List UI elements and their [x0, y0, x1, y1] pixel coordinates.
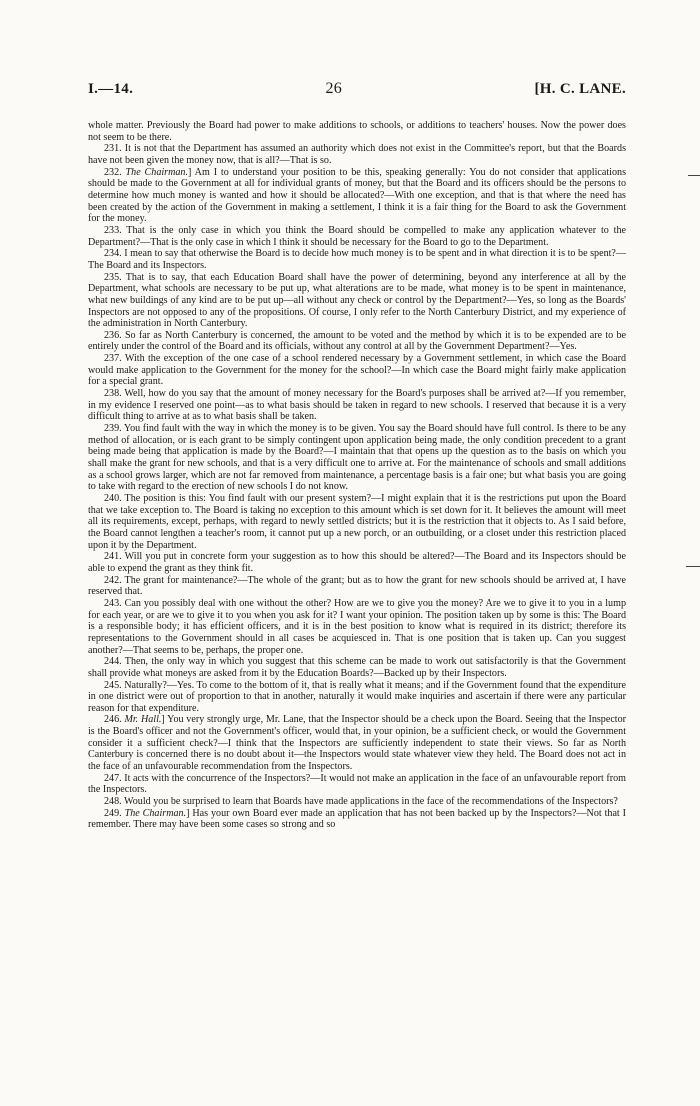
- witness-name: [H. C. LANE.: [534, 81, 626, 97]
- paper-reference: I.—14.: [88, 81, 134, 97]
- paragraph: 243. Can you possibly deal with one without the other? How are we to give you the money? Are we to give it to you in a lump for each year, or are we to give it to you when you ask for it? I want your opinion. The position taken up by some is this: The Board is a responsible body; it has efficient officers, and it is in the best position to know what is required in its district; therefore its representations to the Government should in all cases be acquiesced in. That is one position that is taken up. Can you suggest another?—That seems to be, perhaps, the proper one.: [88, 597, 626, 656]
- margin-tick-mark: [686, 566, 700, 567]
- paragraph: 249. The Chairman.] Has your own Board ever made an application that has not been backed up by the Inspectors?—Not that I remember. There may have been some cases so strong and so: [88, 807, 626, 831]
- paragraph: 248. Would you be surprised to learn that Boards have made applications in the face of the recommendations of the Inspectors?: [104, 796, 618, 808]
- document-page: [88, 80, 626, 831]
- paragraph: 235. That is to say, that each Education Board shall have the power of determining, beyond any interference at all by the Department, what schools are necessary to be put up, what alterations are to be made, what money is to be spent in maintenance, what new buildings of any kind are to be put up—all without any check or control by the Department?—Yes, so long as the Boards' Inspectors are not opposed to any of the propositions. Of course, I only refer to the North Canterbury District, and my experience of the administration in North Canterbury.: [88, 271, 626, 330]
- paragraph: 232. The Chairman.] Am I to understand your position to be this, speaking generally: You do not consider that applications should be made to the Government at all for individual grants of money, but that the Board and its officers should be the persons to determine how much money is wanted and how it should be allocated?—With one exception, and that is that where the need has been created by the action of the Government in making a settlement, I think it is a fair thing for the Board to ask the Government for the money.: [88, 166, 626, 225]
- evidence-text: [88, 120, 626, 831]
- paragraph: 234. I mean to say that otherwise the Board is to decide how much money is to be spent and in what direction it is to be spent?—The Board and its Inspectors.: [88, 248, 626, 271]
- paragraph: 244. Then, the only way in which you suggest that this scheme can be made to work out satisfactorily is that the Government shall provide what moneys are asked from it by the Education Boards?—Backed up by their Inspectors.: [88, 656, 626, 679]
- paragraph: 236. So far as North Canterbury is concerned, the amount to be voted and the method by which it is to be expended are to be entirely under the control of the Board and its officials, without any control at all by the Government Department?—Yes.: [88, 329, 626, 353]
- paragraph: 238. Well, how do you say that the amount of money necessary for the Board's purposes shall be arrived at?—If you remember, in my evidence I reserved one point—as to what basis should be taken in regard to new schools. I reserved that because it is a very difficult thing to arrive at as to what basis shall be taken.: [88, 388, 626, 423]
- paragraph: 233. That is the only case in which you think the Board should be compelled to make any application whatever to the Department?—That is the only case in which I think it should be necessary for the Board to go to the Department.: [88, 224, 626, 248]
- paragraph: 242. The grant for maintenance?—The whole of the grant; but as to how the grant for new schools should be arrived at, I have reserved that.: [88, 574, 626, 598]
- paragraph: 231. It is not that the Department has assumed an authority which does not exist in the Committee's report, but that the Boards have not been given the money now, that is all?—That is so.: [88, 143, 626, 166]
- paragraph: 245. Naturally?—Yes. To come to the bottom of it, that is really what it means; and if the Government found that the expenditure in one district were out of proportion to that in another, naturally it would make inquiries and ascertain if there were any particular reason for that expenditure.: [88, 679, 626, 714]
- speaker-name: Mr. Hall.: [124, 714, 162, 726]
- page-header: [88, 80, 626, 98]
- paragraph: 237. With the exception of the one case of a school rendered necessary by a Government settlement, in which case the Board would make application to the Government for the money for the school?—In which case the Board might fairly make application for a special grant.: [88, 353, 626, 388]
- page-number: 26: [325, 80, 343, 97]
- speaker-name: The Chairman.: [124, 807, 187, 819]
- paragraph: 246. Mr. Hall.] You very strongly urge, Mr. Lane, that the Inspector should be a check upon the Board. Seeing that the Inspector is the Board's officer and not the Government's officer, would that, in your opinion, be a sufficient check, or would the Government consider it a sufficient check?—I think that the Inspectors are sufficiently independent to state their views. So far as North Canterbury is concerned there is no doubt about it—the Inspectors would state whatever view they held. The Board does not act in the face of an unfavourable recommendation from the Inspectors.: [88, 714, 627, 773]
- paragraph: 240. The position is this: You find fault with our present system?—I might explain that it is the restrictions put upon the Board that we take exception to. The Board is taking no exception to this amount which is set down for it. It believes the amount will meet all its requirements, except, perhaps, with regard to newly settled districts; but it is the restriction that it objects to. As I said before, the Board cannot lengthen a teacher's room, it cannot put up a new porch, or an outbuilding, or a closet under this restriction placed upon it by the Department.: [88, 493, 626, 551]
- paragraph: whole matter. Previously the Board had power to make additions to schools, or additions to teachers' houses. Now the power does not seem to be there.: [88, 120, 626, 143]
- paragraph: 247. It acts with the concurrence of the Inspectors?—It would not make an application in the face of an unfavourable report from the Inspectors.: [88, 772, 626, 796]
- paragraph: 241. Will you put in concrete form your suggestion as to how this should be altered?—The Board and its Inspectors should be able to expend the grant as they think fit.: [88, 551, 626, 574]
- speaker-name: The Chairman.: [125, 166, 189, 178]
- paragraph: 239. You find fault with the way in which the money is to be given. You say the Board should have full control. Is there to be any method of allocation, or is each grant to be simply contingent upon application being made, the only condition precedent to a grant being made being that application is made by the Board?—I maintain that that opens up the question as to the basis on which you shall make the grant for new schools, and that is a very difficult one to arrive at. For the maintenance of schools and small additions as a school grows larger, which are not far removed from maintenance, a percentage basis is a fair one; but what basis you are going to take with regard to the erection of new schools I do not know.: [88, 423, 626, 493]
- margin-tick-mark: [688, 175, 700, 176]
